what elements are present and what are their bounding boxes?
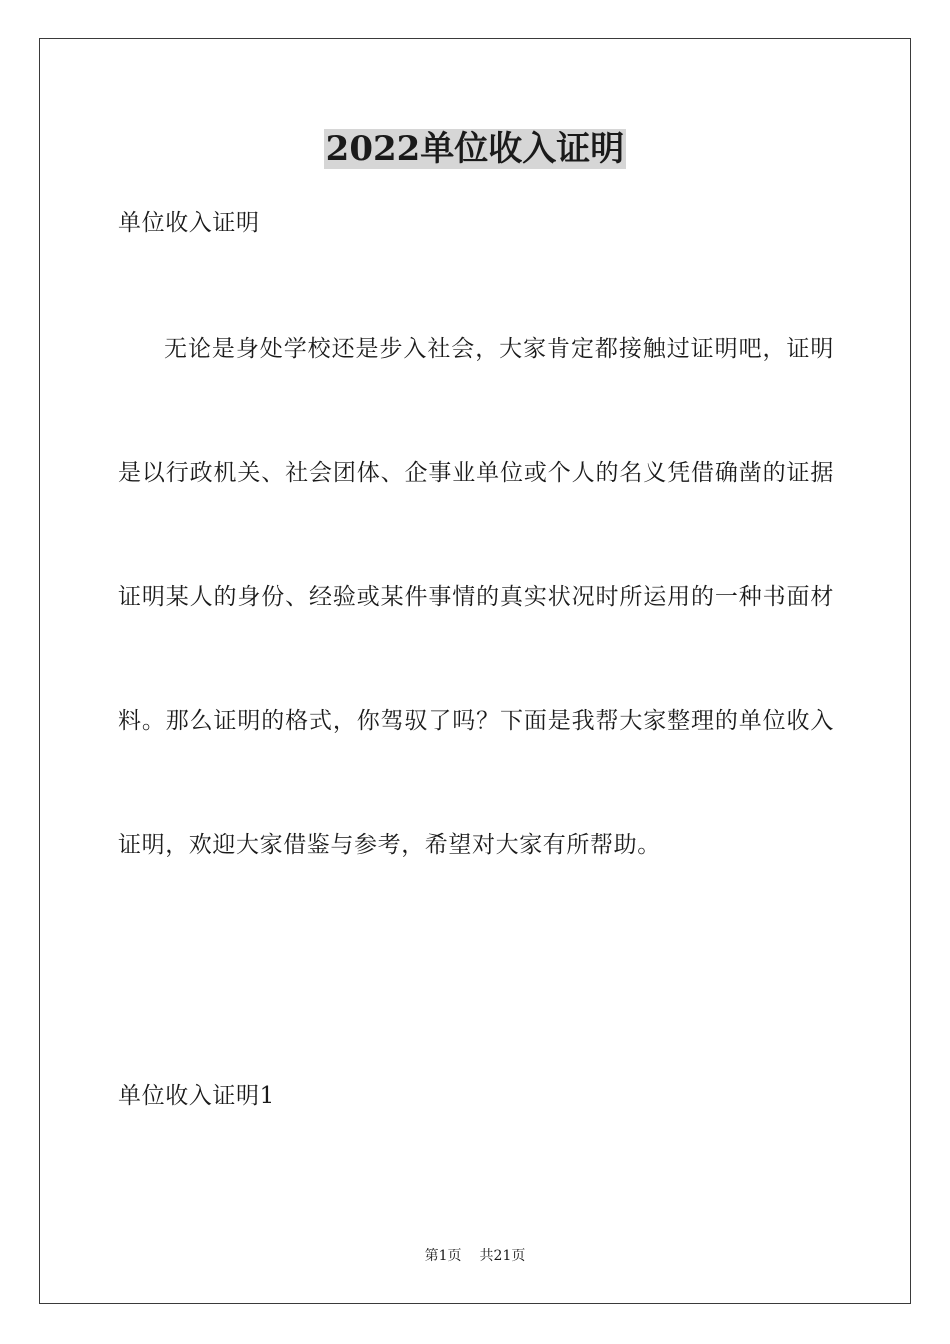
page-footer bbox=[0, 1247, 950, 1265]
paragraph-line: 无论是身处学校还是步入社会，大家肯定都接触过证明吧，证明 bbox=[164, 336, 834, 362]
document-title-text: 2022单位收入证明 bbox=[325, 129, 625, 169]
paragraph-line: 料。那么证明的格式，你驾驭了吗？下面是我帮大家整理的单位收入 bbox=[118, 708, 834, 734]
document-title bbox=[0, 128, 950, 170]
paragraph-line: 证明，欢迎大家借鉴与参考，希望对大家有所帮助。 bbox=[118, 832, 661, 858]
paragraph-line: 证明某人的身份、经验或某件事情的真实状况时所运用的一种书面材 bbox=[118, 584, 834, 610]
page-total: 共21页 bbox=[479, 1248, 526, 1264]
page-number: 第1页 bbox=[424, 1248, 462, 1264]
section-heading: 单位收入证明1 bbox=[118, 1083, 275, 1109]
paragraph-line: 是以行政机关、社会团体、企事业单位或个人的名义凭借确凿的证据 bbox=[118, 460, 834, 486]
document-subtitle: 单位收入证明 bbox=[118, 210, 260, 236]
